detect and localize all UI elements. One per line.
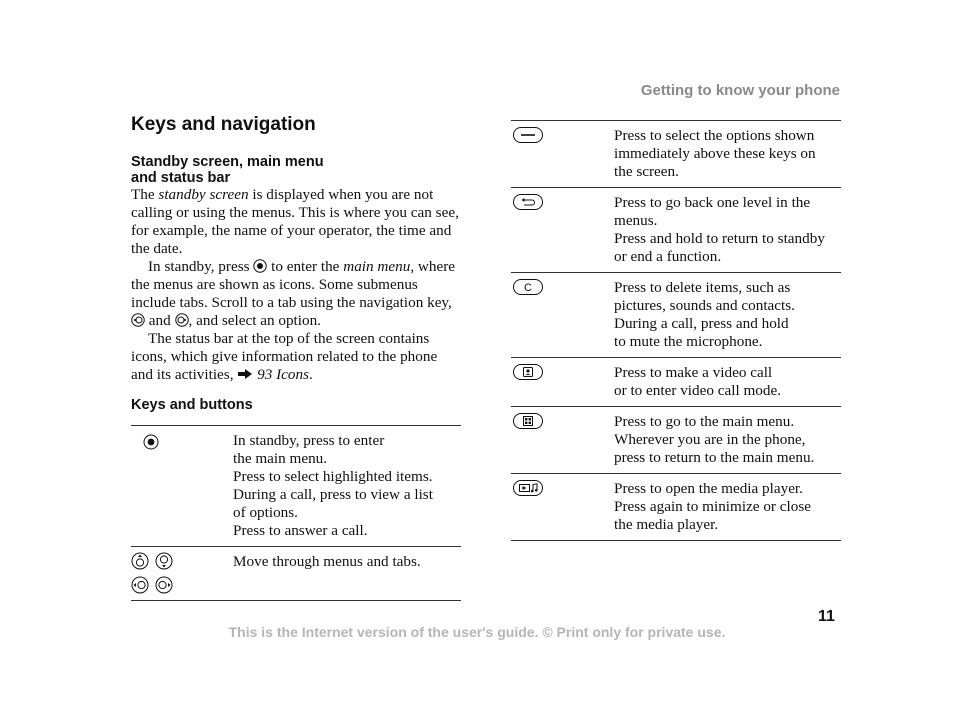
section-title: Keys and navigation: [131, 114, 316, 135]
cross-reference-link[interactable]: 93 Icons: [257, 366, 309, 383]
video-call-key-icon: [513, 364, 543, 380]
text-run: The status bar at the top of the screen contains icons, which give information related to the phone and its activities,: [131, 330, 438, 383]
nav-right-key-icon: [155, 576, 173, 594]
description-line: or end a function.: [614, 248, 722, 265]
key-description: [614, 474, 841, 541]
center-select-key-icon: [253, 259, 267, 273]
description-line: Press again to minimize or close: [614, 498, 811, 515]
description-line: or to enter video call mode.: [614, 382, 782, 399]
description-line: Wherever you are in the phone,: [614, 431, 806, 448]
nav-up-key-icon: [131, 552, 149, 570]
key-icon-cell: [511, 188, 614, 273]
emphasis-standby-screen: standby screen: [158, 186, 249, 203]
key-icon-cell: [131, 426, 233, 547]
nav-down-key-icon: [155, 552, 173, 570]
nav-right-key-icon: [175, 313, 189, 327]
description-line: Press to delete items, such as: [614, 279, 791, 296]
clear-key-label: C: [524, 282, 532, 294]
arrow-right-icon: [237, 368, 253, 380]
key-icon-cell: [511, 273, 614, 358]
back-key-icon: [513, 194, 543, 210]
key-description: [614, 273, 841, 358]
table-row: [511, 358, 841, 407]
key-description: [614, 121, 841, 188]
description-line: Press and hold to return to standby: [614, 230, 825, 247]
selection-key-icon: [513, 127, 543, 143]
key-description: [614, 407, 841, 474]
footer-text: This is the Internet version of the user's guide. © Print only for private use.: [228, 624, 726, 640]
text-run: , where the menus are shown as icons. Some submenus include tabs. Scroll to a tab using the navigation key,: [131, 258, 456, 311]
subsection-title-line: Standby screen, main menu: [131, 154, 324, 170]
table-row: [131, 426, 461, 547]
key-icon-cell: [511, 474, 614, 541]
center-select-key-icon: [143, 434, 159, 450]
key-description: [614, 358, 841, 407]
description-line: the media player.: [614, 516, 719, 533]
description-line: Press to select highlighted items.: [233, 468, 433, 485]
description-line: press to return to the main menu.: [614, 449, 815, 466]
description-line: menus.: [614, 212, 658, 229]
description-line: Press to answer a call.: [233, 522, 368, 539]
description-line: In standby, press to enter: [233, 432, 385, 449]
key-icon-cell: [511, 358, 614, 407]
description-line: During a call, press to view a list: [233, 486, 433, 503]
description-line: immediately above these keys on: [614, 145, 816, 162]
text-run: The: [131, 186, 159, 203]
running-header: Getting to know your phone: [640, 82, 840, 99]
description-line: During a call, press and hold: [614, 315, 789, 332]
description-line: Press to go to the main menu.: [614, 413, 795, 430]
description-line: Press to go back one level in the: [614, 194, 811, 211]
description-line: pictures, sounds and contacts.: [614, 297, 795, 314]
navigation-keys-icon: [131, 552, 233, 594]
left-column: [131, 112, 461, 601]
text-run: .: [308, 366, 313, 383]
table-row: [511, 121, 841, 188]
key-description: [614, 188, 841, 273]
paragraph-standby-screen: [131, 186, 461, 258]
table-row: [131, 547, 461, 601]
keys-table-right: [511, 120, 841, 541]
key-description: [233, 426, 461, 547]
text-run: to enter the: [267, 258, 344, 275]
nav-left-key-icon: [131, 576, 149, 594]
description-line: of options.: [233, 504, 298, 521]
description-line: the screen.: [614, 163, 679, 180]
menu-key-icon: [513, 413, 543, 429]
clear-key-icon: [513, 279, 543, 295]
table-row: [511, 407, 841, 474]
key-description: [233, 547, 461, 601]
description-line: to mute the microphone.: [614, 333, 763, 350]
subsection-title-standby: [131, 154, 461, 186]
media-player-key-icon: [513, 480, 543, 496]
key-icon-cell: [511, 121, 614, 188]
description-line: Press to open the media player.: [614, 480, 803, 497]
text-run: In standby, press: [148, 258, 254, 275]
nav-left-key-icon: [131, 313, 145, 327]
text-run: , and select an option.: [188, 312, 321, 329]
text-run: is displayed when you are not calling or using the menus. This is where you can see, for example, the name of your operator, the time and the date.: [131, 186, 459, 257]
description-line: Press to select the options shown: [614, 127, 815, 144]
key-icon-cell: [511, 407, 614, 474]
text-run: and: [145, 312, 175, 329]
table-row: [511, 188, 841, 273]
description-line: the main menu.: [233, 450, 328, 467]
footer-notice: [0, 624, 954, 640]
emphasis-main-menu: main menu: [343, 258, 411, 275]
subsection-title-line: and status bar: [131, 170, 231, 186]
page-number: 11: [818, 608, 835, 625]
subsection-title-keys: Keys and buttons: [131, 397, 253, 413]
keys-table-left: [131, 425, 461, 601]
table-row: [511, 474, 841, 541]
description-line: Move through menus and tabs.: [233, 553, 421, 570]
paragraph-status-bar: [131, 330, 461, 384]
description-line: Press to make a video call: [614, 364, 773, 381]
right-column: [511, 120, 841, 541]
key-icon-cell: [131, 547, 233, 601]
table-row: [511, 273, 841, 358]
paragraph-main-menu: [131, 258, 461, 330]
